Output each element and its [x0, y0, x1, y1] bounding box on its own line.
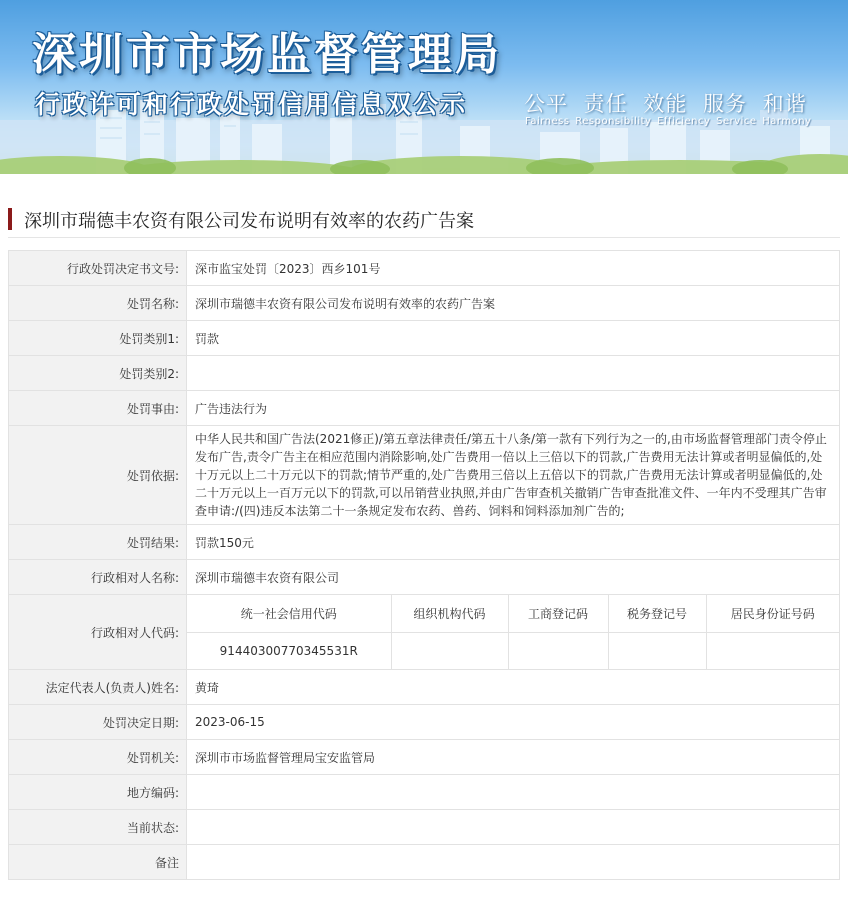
value-penalty-name: 深圳市瑞德丰农资有限公司发布说明有效率的农药广告案 — [187, 286, 840, 321]
label-local-code: 地方编码: — [9, 775, 187, 810]
header-org-code: 组织机构代码 — [391, 595, 508, 632]
case-title: 深圳市瑞德丰农资有限公司发布说明有效率的农药广告案 — [24, 211, 474, 232]
label-legal-rep: 法定代表人(负责人)姓名: — [9, 670, 187, 705]
label-authority: 处罚机关: — [9, 740, 187, 775]
row-category1 — [9, 321, 840, 356]
portal-subtitle: 行政许可和行政处罚信用信息双公示 — [35, 90, 468, 119]
row-legal-rep — [9, 670, 840, 705]
label-party-name: 行政相对人名称: — [9, 560, 187, 595]
label-penalty-name: 处罚名称: — [9, 286, 187, 321]
label-decision-no: 行政处罚决定书文号: — [9, 251, 187, 286]
values-slogan-en: Fairness Responsibility Efficiency Service Harmony — [525, 116, 812, 127]
row-penalty-name — [9, 286, 840, 321]
value-category1: 罚款 — [187, 321, 840, 356]
row-category2 — [9, 356, 840, 391]
value-credit-code: 91440300770345531R — [187, 632, 391, 669]
value-legal-rep: 黄琦 — [187, 670, 840, 705]
value-tax-reg-no — [608, 632, 706, 669]
label-result: 处罚结果: — [9, 525, 187, 560]
value-authority: 深圳市市场监督管理局宝安监管局 — [187, 740, 840, 775]
label-category1: 处罚类别1: — [9, 321, 187, 356]
row-authority — [9, 740, 840, 775]
row-reason — [9, 391, 840, 426]
label-basis: 处罚依据: — [9, 426, 187, 525]
case-heading — [8, 202, 840, 238]
value-business-reg-code — [508, 632, 608, 669]
header-business-reg-code: 工商登记码 — [508, 595, 608, 632]
header-id-card-no: 居民身份证号码 — [706, 595, 839, 632]
heading-accent-bar — [8, 208, 12, 230]
row-decision-date — [9, 705, 840, 740]
party-code-header-row — [187, 595, 839, 632]
header-credit-code: 统一社会信用代码 — [187, 595, 391, 632]
label-decision-date: 处罚决定日期: — [9, 705, 187, 740]
value-id-card-no — [706, 632, 839, 669]
party-code-value-row — [187, 632, 839, 669]
party-code-table — [187, 595, 839, 669]
value-party-name: 深圳市瑞德丰农资有限公司 — [187, 560, 840, 595]
label-category2: 处罚类别2: — [9, 356, 187, 391]
row-remark — [9, 845, 840, 880]
value-decision-no: 深市监宝处罚〔2023〕西乡101号 — [187, 251, 840, 286]
values-slogan-cn: 公平 责任 效能 服务 和谐 — [524, 92, 807, 116]
row-party-name — [9, 560, 840, 595]
label-status: 当前状态: — [9, 810, 187, 845]
agency-title: 深圳市市场监督管理局 — [32, 29, 502, 80]
row-result — [9, 525, 840, 560]
value-decision-date: 2023-06-15 — [187, 705, 840, 740]
value-basis: 中华人民共和国广告法(2021修正)/第五章法律责任/第五十八条/第一款有下列行为之一的,由市场监督管理部门责令停止发布广告,责令广告主在相应范围内消除影响,处广告费用一倍以上三倍以下的罚款,广告费用无法计算或者明显偏低的,处十万元以上二十万元以下的罚款;情节严重的,处广告费用三倍以上五倍以下的罚款,广告费用无法计算或者明显偏低的,处二十万元以上一百万元以下的罚款,可以吊销营业执照,并由广告审查机关撤销广告审查批准文件、一年内不受理其广告审查申请:/(四)违反本法第二十一条规定发布农药、兽药、饲料和饲料添加剂广告的; — [187, 426, 840, 525]
value-org-code — [391, 632, 508, 669]
value-local-code — [187, 775, 840, 810]
header-tax-reg-no: 税务登记号 — [608, 595, 706, 632]
value-status — [187, 810, 840, 845]
header-banner — [0, 0, 848, 174]
row-basis — [9, 426, 840, 525]
party-code-cell — [187, 595, 840, 670]
value-reason: 广告违法行为 — [187, 391, 840, 426]
value-result: 罚款150元 — [187, 525, 840, 560]
row-decision-no — [9, 251, 840, 286]
label-party-code: 行政相对人代码: — [9, 595, 187, 670]
value-remark — [187, 845, 840, 880]
penalty-info-table — [8, 250, 840, 880]
label-reason: 处罚事由: — [9, 391, 187, 426]
value-category2 — [187, 356, 840, 391]
row-party-code — [9, 595, 840, 670]
label-remark: 备注 — [9, 845, 187, 880]
row-status — [9, 810, 840, 845]
row-local-code — [9, 775, 840, 810]
